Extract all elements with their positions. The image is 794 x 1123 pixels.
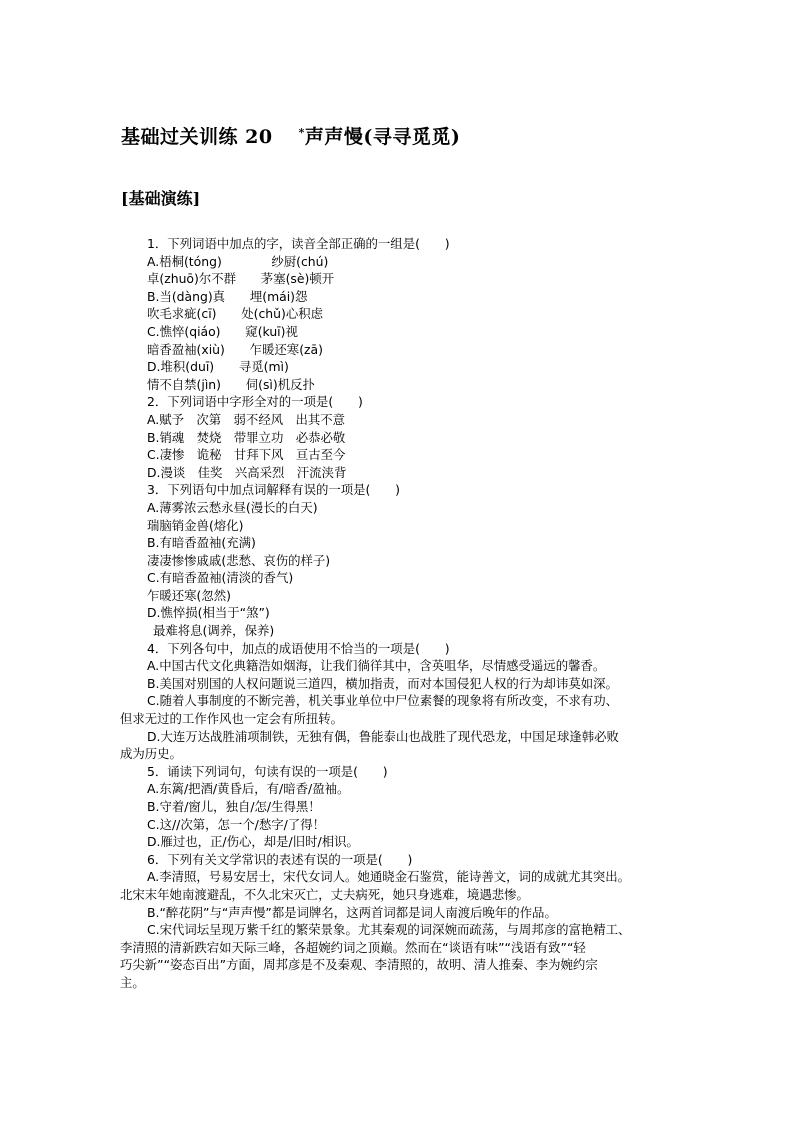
text-line: 2．下列词语中字形全对的一项是( ) [147, 394, 363, 410]
text-line: D.堆积(duī) 寻觅(mì) [147, 359, 289, 375]
text-line: 乍暖还寒(忽然) [147, 587, 232, 603]
text-line: B.守着/窗儿，独自/怎/生得黑！ [147, 799, 321, 814]
text-line: 巧尖新”“姿态百出”方面，周邦彦是不及秦观、李清照的，故明、清人推秦、李为婉约宗 [120, 957, 598, 973]
text-line: D.漫谈 佳奖 兴高采烈 汗流浃背 [147, 464, 347, 480]
text-line: 6．下列有关文学常识的表述有误的一项是( ) [147, 851, 413, 867]
text-line: 1．下列词语中加点的字，读音全部正确的一组是( ) [147, 236, 450, 251]
text-line: C.凄惨 诡秘 甘拜下风 亘古至今 [147, 447, 346, 463]
text-line: A.东篱/把酒/黄昏后，有/暗香/盈袖。 [147, 781, 350, 797]
text-line: 但求无过的工作作风也一定会有所扭转。 [120, 711, 344, 727]
text-line: A.中国古代文化典籍浩如烟海，让我们徜徉其中，含英咀华，尽情感受遥远的馨香。 [147, 658, 606, 674]
text-line: 吹毛求疵(cī) 处(chǔ)心积虑 [147, 306, 324, 322]
text-line: A.赋予 次第 弱不经风 出其不意 [147, 411, 346, 427]
text-line: 凄凄惨惨戚戚(悲愁、哀伤的样子) [147, 552, 331, 568]
text-line: B.销魂 焚烧 带罪立功 必恭必敬 [147, 429, 346, 445]
text-line: 卓(zhuō)尔不群 茅塞(sè)顿开 [147, 271, 335, 287]
text-line: C.这//次第，怎一个/愁字/了得！ [147, 816, 325, 832]
text-line: 暗香盈袖(xiù) 乍暖还寒(zā) [147, 341, 323, 357]
text-line: 4．下列各句中，加点的成语使用不恰当的一项是( ) [147, 640, 450, 656]
text-line: A.梧桐(tóng) 纱厨(chú) [147, 253, 329, 269]
title-main: 基础过关训练 20 [121, 126, 273, 148]
text-line: C.有暗香盈袖(清淡的香气) [147, 570, 294, 586]
text-line: C.憔悴(qiáo) 窥(kuī)视 [147, 323, 298, 339]
text-line: B.当(dàng)真 埋(mái)怨 [147, 288, 308, 304]
title-tail: 声声慢(寻寻觅觅) [304, 126, 461, 148]
text-line: 李清照的清新跌宕如天际三峰，各超婉约词之顶巅。然而在“谈语有味”“浅语有致”“轻 [120, 939, 586, 955]
page-title [121, 122, 460, 149]
text-line: B.美国对别国的人权问题说三道四，横加指责，而对本国侵犯人权的行为却讳莫如深。 [147, 675, 618, 691]
text-line: D.雁过也，正/伤心，却是/旧时/相识。 [147, 834, 359, 850]
text-line: C.宋代词坛呈现万紫千红的繁荣景象。尤其秦观的词深婉而疏荡，与周邦彦的富艳精工、 [147, 922, 631, 938]
text-line: D.大连万达战胜浦项制铁，无独有偶，鲁能泰山也战胜了现代恐龙，中国足球逢韩必败 [147, 728, 619, 744]
text-line: D.憔悴损(相当于“煞”) [147, 605, 270, 621]
text-line: 瑞脑销金兽(熔化) [147, 517, 244, 533]
section-heading: [基础演练] [121, 189, 201, 208]
text-line: A.薄雾浓云愁永昼(漫长的白天) [147, 499, 318, 515]
text-line: 最难将息(调养，保养) [153, 623, 275, 639]
text-line: 情不自禁(jìn) 伺(sì)机反扑 [147, 376, 315, 392]
text-line: 3．下列语句中加点词解释有误的一项是( ) [147, 482, 400, 498]
text-line: B.有暗香盈袖(充满) [147, 535, 256, 551]
text-line: 成为历史。 [120, 746, 182, 762]
text-line: A.李清照，号易安居士，宋代女词人。她通晓金石鉴赏，能诗善文，词的成就尤其突出。 [147, 869, 631, 885]
text-line: 5．诵读下列词句，句读有误的一项是( ) [147, 763, 388, 779]
question-body [120, 235, 690, 992]
text-line: 北宋末年她南渡避乱，不久北宋灭亡，丈夫病死，她只身逃难，境遇悲惨。 [120, 886, 529, 902]
title-star: * [298, 125, 305, 139]
text-line: 主。 [120, 974, 145, 990]
text-line: C.随着人事制度的不断完善，机关事业单位中尸位素餐的现象将有所改变，不求有功、 [147, 693, 619, 709]
text-line: B.“醉花阴”与“声声慢”都是词牌名，这两首词都是词人南渡后晚年的作品。 [147, 904, 557, 920]
